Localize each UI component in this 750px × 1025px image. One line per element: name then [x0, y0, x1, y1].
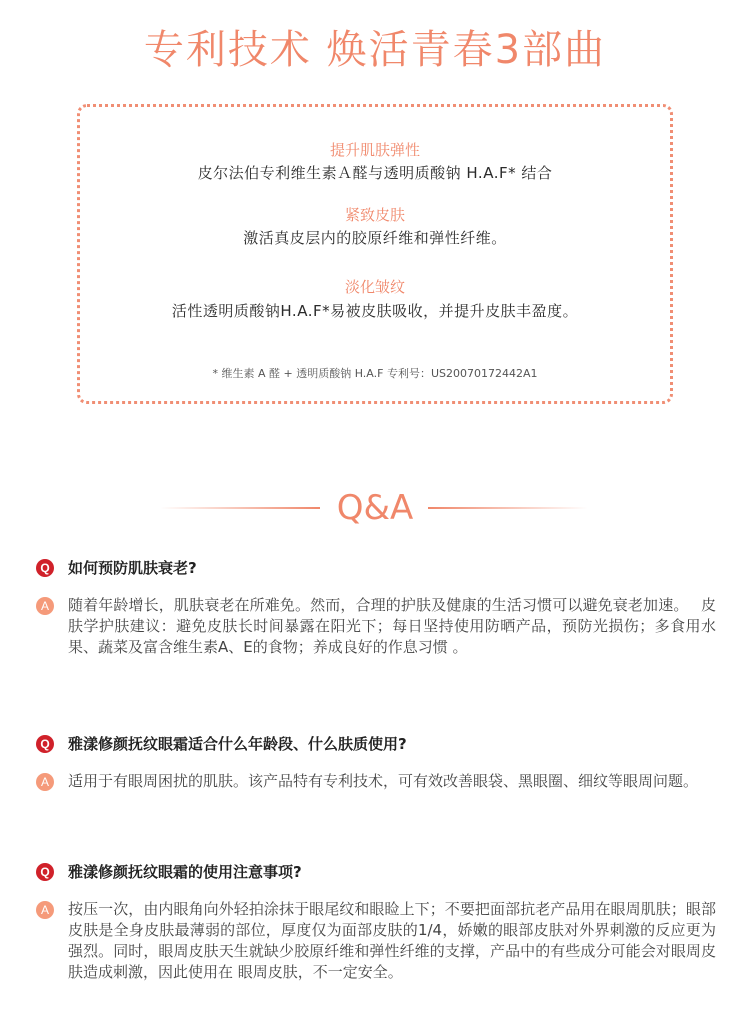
answer-badge-icon: A: [36, 773, 54, 791]
answer-text: 适用于有眼周困扰的肌肤。该产品特有专利技术，可有效改善眼袋、黑眼圈、细纹等眼周问题。: [68, 772, 699, 790]
qa-heading: Q&A: [336, 488, 414, 528]
answer-badge-icon: A: [36, 597, 54, 615]
qa-item: [36, 733, 716, 792]
qa-item: [36, 557, 716, 658]
question-row: [36, 733, 716, 755]
question-row: [36, 861, 716, 883]
qa-section-header: [0, 488, 750, 528]
patent-footnote: * 维生素 A 醛 + 透明质酸钠 H.A.F 专利号：US20070172442A1: [212, 367, 538, 380]
question-badge-icon: Q: [36, 863, 54, 881]
question-badge-icon: Q: [36, 559, 54, 577]
question-text: 雅漾修颜抚纹眼霜的使用注意事项?: [68, 863, 302, 881]
feature-title-wrinkle: 淡化皱纹: [344, 278, 405, 296]
feature-desc-firming: 激活真皮层内的胶原纤维和弹性纤维。: [243, 229, 507, 247]
question-text: 如何预防肌肤衰老?: [68, 559, 197, 577]
qa-divider-right: [428, 507, 588, 509]
answer-text: 按压一次，由内眼角向外轻拍涂抹于眼尾纹和眼睑上下；不要把面部抗老产品用在眼周肌肤；眼部皮肤是全身皮肤最薄弱的部位，厚度仅为面部皮肤的1/4，娇嫩的眼部皮肤对外界刺激的反应更为强烈。同时，眼周皮肤天生就缺少胶原纤维和弹性纤维的支撑，产品中的有些成分可能会对眼周皮肤造成刺激，因此使用在 眼周皮肤，不一定安全。: [68, 900, 716, 981]
feature-title-firming: 紧致皮肤: [344, 206, 405, 224]
answer-row: [36, 771, 716, 792]
question-text: 雅漾修颜抚纹眼霜适合什么年龄段、什么肤质使用?: [68, 735, 407, 753]
feature-title-elasticity: 提升肌肤弹性: [329, 141, 420, 159]
feature-desc-elasticity: 皮尔法伯专利维生素Ａ醛与透明质酸钠 H.A.F* 结合: [197, 164, 553, 182]
question-row: [36, 557, 716, 579]
question-badge-icon: Q: [36, 735, 54, 753]
feature-desc-wrinkle: 活性透明质酸钠H.A.F*易被皮肤吸收，并提升皮肤丰盈度。: [171, 302, 579, 320]
qa-item: [36, 861, 716, 983]
answer-row: [36, 595, 716, 658]
answer-text: 随着年龄增长，肌肤衰老在所难免。然而，合理的护肤及健康的生活习惯可以避免衰老加速。 皮肤学护肤建议：避免皮肤长时间暴露在阳光下；每日坚持使用防晒产品，预防光损伤；多食用水果、蔬菜及富含维生素A、E的食物；养成良好的作息习惯 。: [68, 596, 716, 656]
answer-row: [36, 899, 716, 983]
answer-badge-icon: A: [36, 901, 54, 919]
page-title: 专利技术 焕活青春3部曲: [143, 27, 607, 73]
